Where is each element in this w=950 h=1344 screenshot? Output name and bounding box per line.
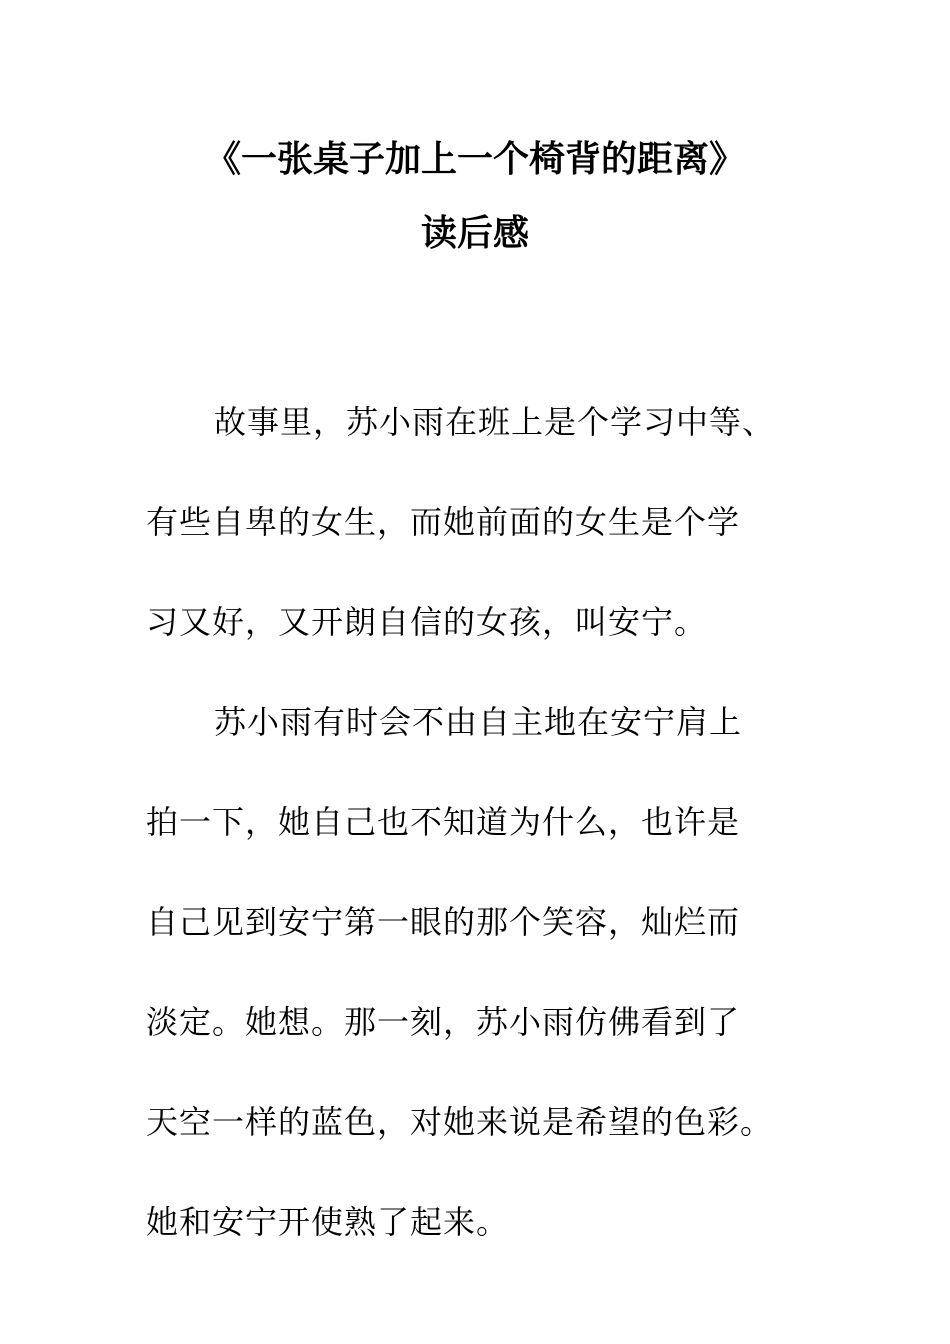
paragraph-1-line-2: 有些自卑的女生，而她前面的女生是个学 [146, 503, 741, 541]
paragraph-2-line-6: 她和安宁开使熟了起来。 [146, 1203, 510, 1241]
paragraph-2-line-2: 拍一下，她自己也不知道为什么，也许是 [146, 803, 741, 841]
paragraph-2-line-5: 天空一样的蓝色，对她来说是希望的色彩。 [146, 1103, 774, 1141]
document-title [0, 122, 950, 270]
paragraph-1-line-1: 故事里，苏小雨在班上是个学习中等、 [214, 403, 776, 441]
title-line-1: 《一张桌子加上一个椅背的距离》 [204, 138, 745, 180]
paragraph-1-line-3: 习又好，又开朗自信的女孩，叫安宁。 [146, 603, 708, 641]
document-body [146, 372, 816, 1272]
paragraph-2-line-1: 苏小雨有时会不由自主地在安宁肩上 [214, 703, 743, 741]
paragraph-2-line-4: 淡定。她想。那一刻，苏小雨仿佛看到了 [146, 1003, 741, 1041]
title-line-2: 读后感 [420, 212, 529, 254]
paragraph-2-line-3: 自己见到安宁第一眼的那个笑容，灿烂而 [146, 903, 741, 941]
